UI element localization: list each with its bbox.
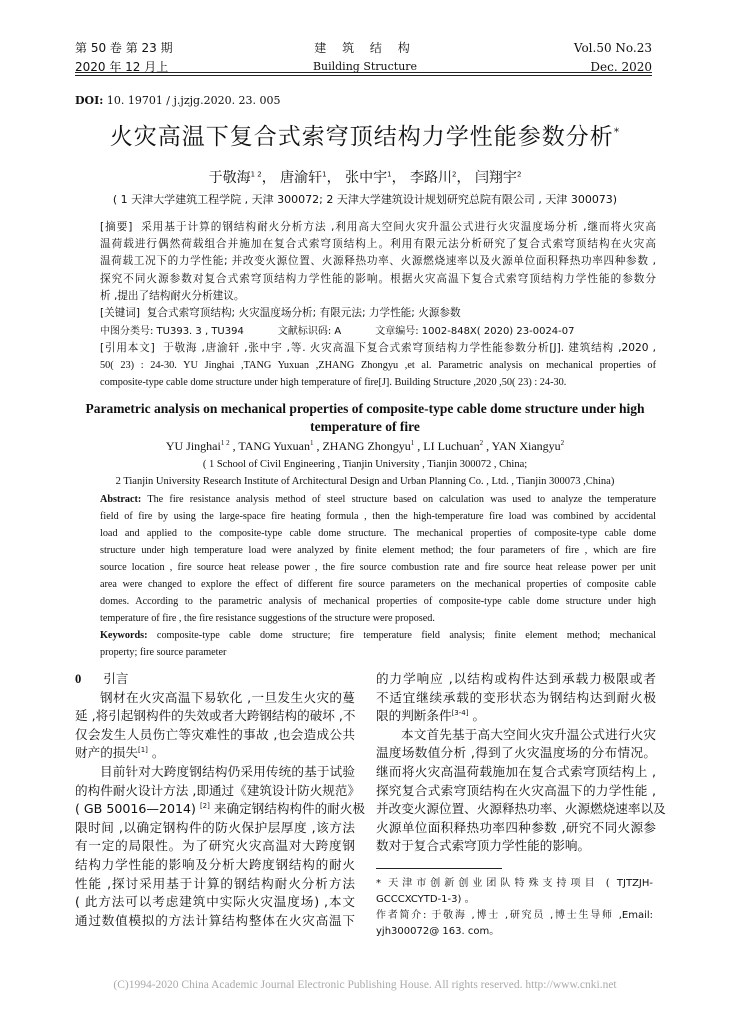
author-affil-mark: 1: [309, 439, 314, 447]
line-text: 目前针对大跨度钢结构仍采用传统的基于试验: [100, 763, 355, 779]
footnote-rule: [376, 868, 502, 869]
citation-ref: [1]: [137, 746, 148, 755]
abstract-en-text: structure under high temperature load were analyzed by finite element method; the four parameters of fire , which are fire: [100, 545, 656, 556]
keywords-en-text: property; fire source parameter: [100, 647, 227, 658]
copyright-notice: (C)1994-2020 China Academic Journal Electronic Publishing House. All rights reserved. http://www.cnki.net: [113, 979, 617, 991]
line-text: 。: [468, 708, 486, 724]
abstract-cn-line: [100, 253, 656, 270]
citation-line: [100, 374, 656, 391]
abstract-en: [100, 491, 656, 627]
abstract-en-text: load and applied to the composite-type cable dome structure. The mechanical properties of composite-type cable dome: [100, 528, 656, 539]
line-text: 温度场数值分析 ,得到了火灾温度场的分布情况。: [376, 745, 656, 761]
footnote-line: yjh300072@ 163. com。: [376, 926, 500, 937]
title-en-line: Parametric analysis on mechanical properties of composite-type cable dome structure under high: [85, 401, 645, 416]
author-affil-mark: 2: [452, 170, 457, 179]
abstract-cn-text: 采用基于计算的钢结构耐火分析方法 ,利用高大空间火灾升温公式进行火灾温度场分析 ,继而将火灾高: [141, 221, 656, 233]
abstract-en-text: temperature of fire , the fire resistance suggestions of the structure were proposed.: [100, 613, 435, 624]
footnote: [376, 876, 653, 940]
paragraph-line: [75, 763, 355, 782]
keywords-en-line: [100, 627, 656, 644]
author-affil-mark: 1: [410, 439, 415, 447]
abstract-cn-text: 探究不同火源参数对复合式索穹顶结构力学性能的影响。根据火灾高温下复合式索穹顶结构力学性能的参数分: [100, 272, 656, 285]
line-text: 本文首先基于高大空间火灾升温公式进行火灾: [401, 726, 656, 742]
author-affil-mark: 1 2: [250, 170, 262, 179]
line-text: 数对于复合式索穹顶力学性能的影响。: [376, 838, 591, 854]
author-affil-mark: 2: [516, 170, 522, 179]
citation-line: [100, 340, 656, 357]
journal-cn: 建 筑 结 构: [314, 41, 416, 55]
header-rule-thin: [75, 75, 652, 76]
date-cn: 2020 年 12 月上: [75, 60, 169, 74]
paragraph-line: [75, 726, 355, 745]
author-name: YAN Xiangyu: [491, 439, 561, 453]
body-right-column: [376, 670, 666, 856]
abstract-en-line: [100, 491, 656, 508]
affiliation-en-line: ( 1 School of Civil Engineering , Tianjin University , Tianjin 300072 , China;: [202, 459, 528, 470]
author-name: LI Luchuan: [423, 439, 480, 453]
affiliation-en: [0, 456, 730, 490]
header-rule: [75, 72, 652, 73]
author-name: ZHANG Zhongyu: [322, 439, 411, 453]
line-text: 结构力学性能的影响及分析大跨度钢结构的耐火: [75, 856, 355, 872]
keywords-cn-text: 复合式索穹顶结构; 火灾温度场分析; 有限元法; 力学性能; 火源参数: [146, 307, 461, 319]
paragraph-line: [376, 800, 666, 819]
line-text: 财产的损失: [75, 745, 138, 761]
keywords-en-label: Keywords:: [100, 630, 148, 641]
line-text: 限的判断条件: [376, 708, 452, 724]
keywords-cn: [100, 305, 461, 322]
journal-en: Building Structure: [312, 60, 418, 73]
paragraph-line: [376, 744, 656, 763]
author-name: TANG Yuxuan: [238, 439, 310, 453]
date-en: Dec. 2020: [590, 60, 652, 74]
paragraph-line: [75, 856, 355, 875]
paragraph-line: [376, 726, 656, 745]
paragraph-line: [75, 912, 355, 931]
paragraph-line: [75, 819, 355, 838]
section-heading: [75, 670, 128, 689]
section-title: 引言: [103, 671, 129, 686]
line-text: 的构件耐火设计方法 ,即通过《建筑设计防火规范》: [75, 782, 361, 798]
line-text: 火源单位面积释热功率四种参数 ,研究不同火源参: [376, 819, 656, 835]
author-name: 于敬海: [208, 170, 251, 186]
paragraph-line: [75, 875, 355, 894]
abstract-en-text: field of fire by using the large-space fire heating formula , then the high-temperature fire load was combined by accidental: [100, 511, 656, 522]
citation-text: composite-type cable dome structure under high temperature of fire[J]. Building Structure ,2020 ,50( 23) : 24-30.: [100, 377, 567, 389]
section-number: 0: [75, 672, 82, 686]
paragraph-line: [75, 800, 366, 819]
line-text: 通过数值模拟的方法计算结构整体在火灾高温下: [75, 912, 355, 928]
paragraph-line: [376, 782, 656, 801]
keywords-cn-label: [关键词]: [100, 307, 141, 319]
line-text: 并改变火源位置、火源释热功率、火源燃烧速率以及: [376, 801, 666, 817]
title-cn-text: 火灾高温下复合式索穹顶结构力学性能参数分析: [109, 124, 614, 150]
line-text: 限时间 ,以确定钢构件的防火保护层厚度 ,该方法: [75, 819, 355, 835]
author-name: YU Jinghai: [165, 439, 221, 453]
abstract-cn-text: 温荷载工况下的力学性能; 并改变火源位置、火源释热功率、火源燃烧速率以及火源单位面积释热功率四种参数 ,: [100, 255, 656, 268]
abstract-cn-line: [100, 219, 656, 236]
line-text: 。: [147, 745, 165, 761]
doi-label: DOI:: [75, 94, 104, 107]
line-text: 性能 ,探讨采用基于计算的钢结构耐火分析方法: [75, 875, 355, 891]
paragraph-line: [376, 707, 656, 726]
footnote-line: GCCCXCYTD-1-3) 。: [376, 894, 475, 905]
doc-code: 文献标识码: A: [277, 325, 342, 337]
abstract-en-line: [100, 508, 656, 525]
citation-ref: [3-4]: [451, 709, 469, 717]
line-text: 不适宜继续承载的变形状态为钢结构达到耐火极: [376, 689, 656, 705]
article-number: 文章编号: 1002-848X( 2020) 23-0024-07: [375, 325, 575, 337]
author-affil-mark: 1: [387, 170, 392, 179]
abstract-en-text: area were changed to explore the effect of different fire source parameters on the mechanical properties of composite cable: [100, 579, 656, 590]
abstract-en-text: domes. According to the parametric analysis of mechanical properties of composite-type cable dome structure under high: [100, 596, 656, 607]
paragraph-line: [376, 763, 656, 782]
authors-en: YU Jinghai$^{1 2}$ , TANG Yuxuan$^1$ , ZHANG Zhongyu$^1$ , LI Luchuan$^2$ , YAN Xiangyu$^2$: [165, 439, 565, 453]
issue-cn: 第 50 卷 第 23 期: [75, 41, 173, 55]
footnote-line: 作者简介: 于敬海 ,博士 ,研究员 ,博士生导师 ,Email:: [376, 910, 653, 921]
abstract-cn-label: [摘要]: [100, 221, 133, 233]
paragraph-line: [75, 782, 361, 801]
paragraph-line: [75, 837, 355, 856]
line-text: ( 此方法可以考虑建筑中实际火灾温度场) ,本文: [75, 894, 355, 910]
line-text: 仅会发生人员伤亡等灾难性的事故 ,也会造成公共: [75, 726, 355, 742]
author-affil-mark: 1 2: [220, 439, 230, 447]
line-text: 继而将火灾高温荷载施加在复合式索穹顶结构上 ,: [376, 763, 656, 779]
paragraph-line: [376, 670, 656, 689]
abstract-cn-text: 温荷载进行偶然荷载组合并施加在复合式索穹顶结构上。利用有限元法分析研究了复合式索穹顶结构在火灾高: [100, 238, 656, 251]
doi-value: 10. 19701 / j.jzjg.2020. 23. 005: [106, 94, 281, 107]
line-text: 有一定的局限性。为了研究火灾高温对大跨度钢: [75, 838, 355, 854]
keywords-en-line: [100, 644, 656, 661]
paragraph-line: [75, 689, 355, 708]
keywords-en-text: composite-type cable dome structure; fire temperature field analysis; finite element method; mechanical: [156, 630, 657, 641]
abstract-en-text: The fire resistance analysis method of steel structure based on calculation was used to analyze the temperature: [147, 494, 656, 505]
author-name: 唐渝轩: [280, 170, 323, 186]
abstract-en-line: [100, 593, 656, 610]
line-text: 的力学响应 ,以结构或构件达到承载力极限或者: [376, 671, 656, 686]
paragraph-line: [376, 819, 656, 838]
line-text: 来确定钢结构构件的耐火极: [209, 801, 366, 817]
vol-en: Vol.50 No.23: [573, 41, 652, 55]
abstract-cn: [100, 219, 656, 305]
author-name: 闫翔宇: [474, 170, 517, 186]
abstract-en-line: [100, 559, 656, 576]
author-name: 张中宇: [345, 170, 388, 186]
citation-line: [100, 357, 656, 374]
author-affil-mark: 2: [479, 439, 484, 447]
abstract-en-label: Abstract:: [100, 494, 142, 505]
title-cn: [0, 122, 730, 152]
line-text: 延 ,将引起钢构件的失效或者大跨钢结构的破坏 ,不: [75, 708, 356, 724]
abstract-en-text: source location , fire source heat release power , the fire source combustion rate and fire source heat release power per unit: [100, 562, 656, 573]
citation-text: 于敬海 ,唐渝轩 ,张中宇 ,等. 火灾高温下复合式索穹顶结构力学性能参数分析[J]. 建筑结构 ,2020 ,: [163, 342, 656, 354]
abstract-en-line: [100, 576, 656, 593]
paragraph-line: [376, 689, 656, 708]
paragraph-line: [75, 744, 355, 763]
citation-ref: [2]: [199, 801, 210, 810]
author-affil-mark: 2: [560, 439, 565, 447]
abstract-cn-line: [100, 288, 656, 305]
citation-label: [引用本文]: [100, 342, 155, 354]
abstract-cn-text: 析 ,提出了结构耐火分析建议。: [100, 289, 245, 302]
abstract-en-line: [100, 542, 656, 559]
author-affil-mark: 1: [322, 170, 327, 179]
abstract-cn-line: [100, 271, 656, 288]
authors-cn: 于敬海$^{1 2}$， 唐渝轩$^1$， 张中宇$^1$， 李路川$^2$， 闫翔宇$^2$: [208, 170, 522, 186]
classification: [100, 323, 575, 340]
title-footnote-mark: *: [613, 125, 621, 139]
doi: [75, 94, 281, 107]
line-text: 探究复合式索穹顶结构在火灾高温下的力学性能 ,: [376, 782, 656, 798]
line-text: 钢材在火灾高温下易软化 ,一旦发生火灾的蔓: [100, 689, 355, 705]
citation: [100, 340, 656, 392]
citation-text: 50( 23) : 24-30. YU Jinghai ,TANG Yuxuan ,ZHANG Zhongyu ,et al. Parametric analysis on mechanical properties of: [100, 360, 656, 372]
title-en: [0, 400, 730, 436]
abstract-en-line: [100, 610, 656, 627]
author-name: 李路川: [410, 170, 453, 186]
abstract-en-line: [100, 525, 656, 542]
title-en-line: temperature of fire: [310, 419, 420, 434]
clc-number: 中图分类号: TU393. 3 , TU394: [100, 325, 244, 337]
abstract-cn-line: [100, 236, 656, 253]
paragraph-line: [75, 707, 355, 726]
affiliation-en-line: 2 Tianjin University Research Institute of Architectural Design and Urban Planning Co. , Ltd. , Tianjin 300073 ,China): [115, 476, 615, 487]
footnote-line: * 天津市创新创业团队特殊支持项目 ( TJTZJH-: [376, 878, 653, 889]
paragraph-line: [376, 837, 656, 856]
body-left-column: [75, 689, 366, 931]
line-text: ( GB 50016—2014): [75, 801, 200, 817]
affiliation-cn: ( 1 天津大学建筑工程学院 , 天津 300072; 2 天津大学建筑设计规划研究总院有限公司 , 天津 300073): [112, 193, 618, 206]
paragraph-line: [75, 893, 355, 912]
keywords-en: [100, 627, 656, 661]
